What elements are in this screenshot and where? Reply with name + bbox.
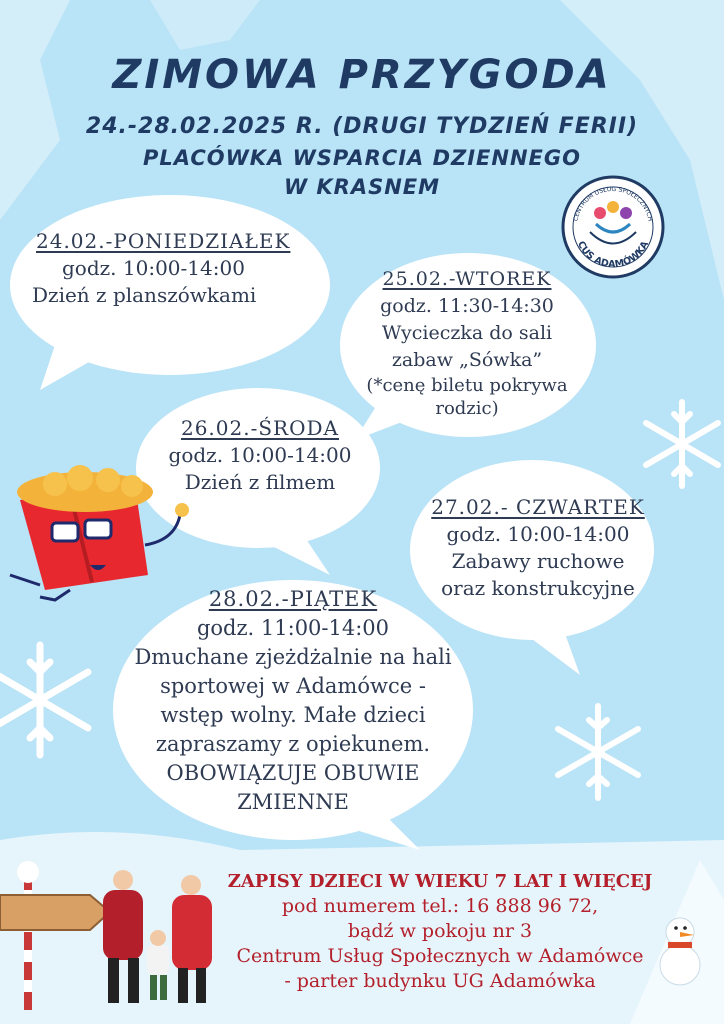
snowflake-icon [0,645,88,755]
registration-headline: ZAPISY DZIECI W WIEKU 7 LAT I WIĘCEJ [227,871,653,892]
page-title: ZIMOWA PRZYGODA [112,52,612,98]
activity-text: Zabawy ruchowe [451,549,625,573]
hours-label: godz. 11:00-14:00 [196,616,390,640]
registration-org: Centrum Usług Społecznych w Adamówce [236,945,644,967]
registration-location: - parter budynku UG Adamówka [284,970,596,992]
activity-text: sportowej w Adamówce - [160,674,426,698]
day-label: 28.02.-PIĄTEK [208,587,378,611]
price-note: (*cenę biletu pokrywa [366,375,568,396]
mountain-top-shape [150,0,260,50]
registration-room: bądź w pokoju nr 3 [347,920,533,942]
day-label: 24.02.-PONIEDZIAŁEK [36,229,291,253]
snowflake-icon [646,402,718,486]
venue-line-1: PLACÓWKA WSPARCIA DZIENNEGO [142,146,581,170]
event-dates: 24.-28.02.2025 R. (DRUGI TYDZIEŃ FERII) [85,114,639,139]
schedule-tuesday [352,266,582,420]
day-label: 27.02.- CZWARTEK [431,495,645,519]
activity-text: Dzień z planszówkami [32,283,257,307]
hours-label: godz. 10:00-14:00 [446,522,630,546]
day-label: 26.02.-ŚRODA [180,416,339,440]
schedule-wednesday [145,415,375,496]
venue-line-2: W KRASNEM [283,175,441,199]
activity-text: Wycieczka do sali [381,322,553,344]
activity-text: Dzień z filmem [184,470,336,494]
day-label: 25.02.-WTOREK [382,268,552,290]
activity-text: Dmuchane zjeżdżalnie na hali [134,645,452,669]
svg-text:CUS ADAMÓWKA: CUS ADAMÓWKA [574,239,652,271]
svg-text:CENTRUM USŁUG SPOŁECZNYCH: CENTRUM USŁUG SPOŁECZNYCH [572,185,654,222]
schedule-monday [26,228,316,309]
activity-text: zapraszamy z opiekunem. [155,732,431,756]
activity-text: zabaw „Sówka” [391,349,543,371]
snowflake-icon [558,706,638,798]
schedule-friday [118,585,468,817]
activity-text: ZMIENNE [237,790,349,814]
hours-label: godz. 11:30-14:30 [380,295,554,317]
registration-info [205,869,675,994]
hours-label: godz. 10:00-14:00 [62,256,245,280]
activity-text: oraz konstrukcyjne [441,576,635,600]
registration-phone: pod numerem tel.: 16 888 96 72, [281,895,599,917]
hours-label: godz. 10:00-14:00 [168,443,352,467]
price-note: rodzic) [435,398,499,419]
activity-text: wstęp wolny. Małe dzieci [160,703,426,727]
activity-text: OBOWIĄZUJE OBUWIE [166,761,420,785]
